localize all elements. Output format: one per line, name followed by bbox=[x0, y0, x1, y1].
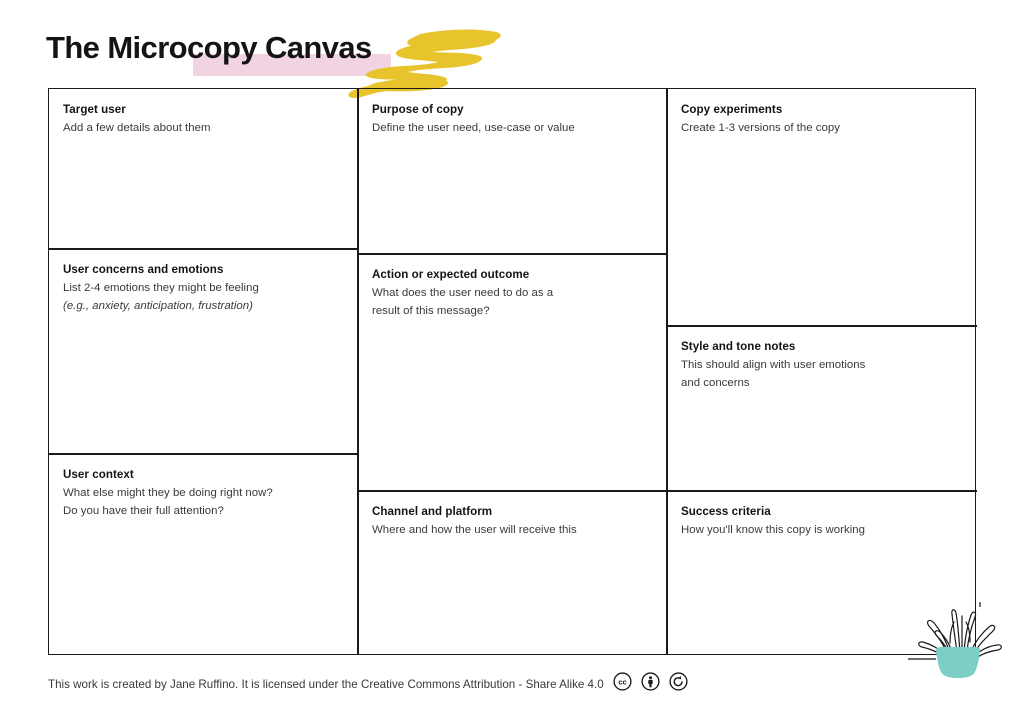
cell-title-target-user: Target user bbox=[63, 103, 126, 116]
cell-success-criteria[interactable] bbox=[667, 491, 977, 654]
cell-title-user-context: User context bbox=[63, 468, 134, 481]
page-title: The Microcopy Canvas bbox=[46, 30, 372, 65]
cell-desc-purpose-of-copy-line1: Define the user need, use-case or value bbox=[372, 122, 575, 134]
cell-title-channel-and-platform: Channel and platform bbox=[372, 505, 493, 518]
cell-action-or-expected-outcome[interactable] bbox=[358, 254, 666, 490]
cell-desc-action-line2: result of this message? bbox=[372, 304, 490, 317]
microcopy-canvas-grid bbox=[48, 88, 976, 655]
cell-desc-user-context-line2: Do you have their full attention? bbox=[63, 504, 224, 517]
cell-title-user-concerns-and-emotions: User concerns and emotions bbox=[63, 263, 224, 276]
cell-desc-user-context-line1: What else might they be doing right now? bbox=[63, 487, 273, 499]
cell-title-copy-experiments: Copy experiments bbox=[681, 103, 783, 116]
title-area bbox=[0, 0, 1024, 88]
cell-purpose-of-copy[interactable] bbox=[358, 89, 666, 253]
footer bbox=[48, 672, 688, 696]
cell-desc-copy-experiments-line1: Create 1-3 versions of the copy bbox=[681, 122, 840, 134]
cell-desc-user-concerns-line1: List 2-4 emotions they might be feeling bbox=[63, 282, 259, 294]
cell-copy-experiments[interactable] bbox=[667, 89, 977, 325]
cell-style-and-tone-notes[interactable] bbox=[667, 326, 977, 490]
cell-desc-success-criteria-line1: How you'll know this copy is working bbox=[681, 524, 865, 536]
creative-commons-icon[interactable] bbox=[613, 672, 632, 696]
cell-desc-action-line1: What does the user need to do as a bbox=[372, 287, 554, 299]
cell-desc-target-user-line1: Add a few details about them bbox=[63, 122, 211, 134]
cell-title-purpose-of-copy: Purpose of copy bbox=[372, 103, 464, 116]
cell-target-user[interactable] bbox=[49, 89, 357, 248]
cell-desc-channel-line1: Where and how the user will receive this bbox=[372, 524, 577, 536]
cell-desc-style-line1: This should align with user emotions bbox=[681, 359, 866, 371]
cell-user-concerns-and-emotions[interactable] bbox=[49, 249, 357, 453]
cell-title-style-and-tone-notes: Style and tone notes bbox=[681, 340, 796, 353]
cell-channel-and-platform[interactable] bbox=[358, 491, 666, 654]
license-text: This work is created by Jane Ruffino. It is licensed under the Creative Commons Attribution - Share Alike 4.0 bbox=[48, 677, 604, 691]
cc-by-attribution-icon[interactable] bbox=[641, 672, 660, 696]
svg-text:cc: cc bbox=[618, 677, 627, 687]
cell-title-success-criteria: Success criteria bbox=[681, 505, 771, 518]
cc-sa-share-alike-icon[interactable] bbox=[669, 672, 688, 696]
cell-desc-user-concerns-example: (e.g., anxiety, anticipation, frustration) bbox=[63, 299, 253, 312]
cell-desc-style-line2: and concerns bbox=[681, 376, 750, 389]
cell-title-action-or-expected-outcome: Action or expected outcome bbox=[372, 268, 530, 281]
cell-user-context[interactable] bbox=[49, 454, 357, 654]
